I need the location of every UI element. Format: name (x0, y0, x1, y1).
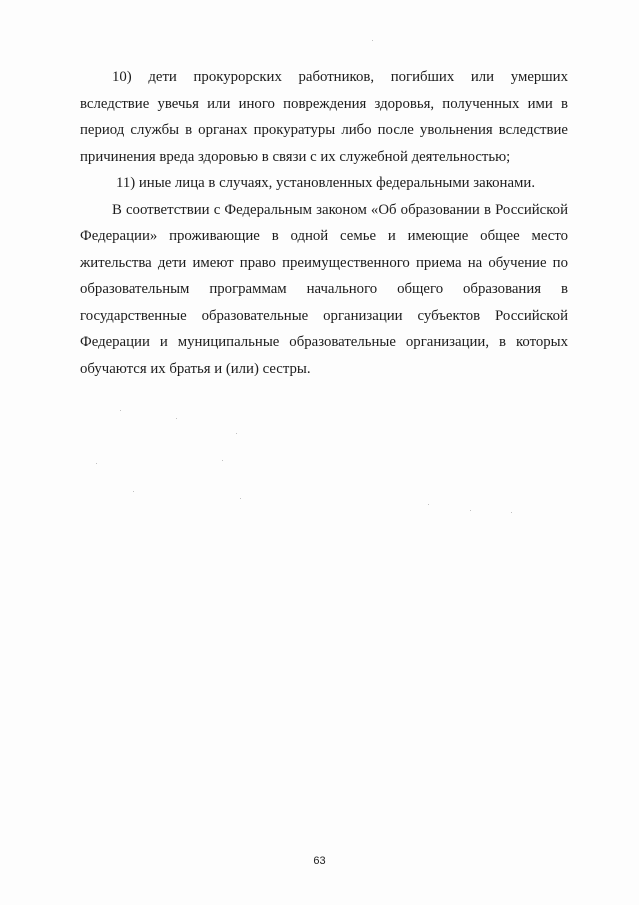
text-line: причинения вреда здоровью в связи с их служебной деятельностью; (80, 148, 511, 165)
scan-speck (222, 460, 223, 461)
text-line: Федерации» проживающие в одной семье и имеющие общее место (80, 228, 568, 244)
scan-speck (470, 510, 471, 511)
text-line: 11) иные лица в случаях, установленных федеральными законами. (116, 175, 536, 191)
text-line: 10) дети прокурорских работников, погибших или умерших (112, 69, 568, 85)
paragraph-education-law (80, 197, 568, 383)
document-body (80, 64, 568, 382)
text-line: обучаются их братья и (или) сестры. (80, 360, 311, 377)
scan-speck (372, 40, 373, 41)
text-line: Федерации и муниципальные образовательные организации, в которых (80, 334, 568, 350)
paragraph-item-11 (80, 170, 568, 197)
text-line: В соответствии с Федеральным законом «Об образовании в Российской (112, 201, 568, 218)
scan-speck (511, 512, 512, 513)
text-line: вследствие увечья или иного повреждения здоровья, полученных ими в (80, 95, 568, 112)
scan-speck (428, 504, 429, 505)
text-line: период службы в органах прокуратуры либо после увольнения вследствие (80, 122, 568, 138)
paragraph-item-10 (80, 64, 568, 170)
scan-speck (176, 418, 177, 419)
page-number: 63 (313, 855, 326, 867)
scan-speck (120, 410, 121, 411)
scan-speck (133, 491, 134, 492)
scan-speck (236, 433, 237, 434)
text-line: образовательным программам начального общего образования в (80, 281, 568, 297)
text-line: жительства дети имеют право преимущественного приема на обучение по (80, 254, 568, 271)
text-line: государственные образовательные организации субъектов Российской (80, 307, 568, 324)
scan-speck (96, 463, 97, 464)
scan-speck (240, 498, 241, 499)
